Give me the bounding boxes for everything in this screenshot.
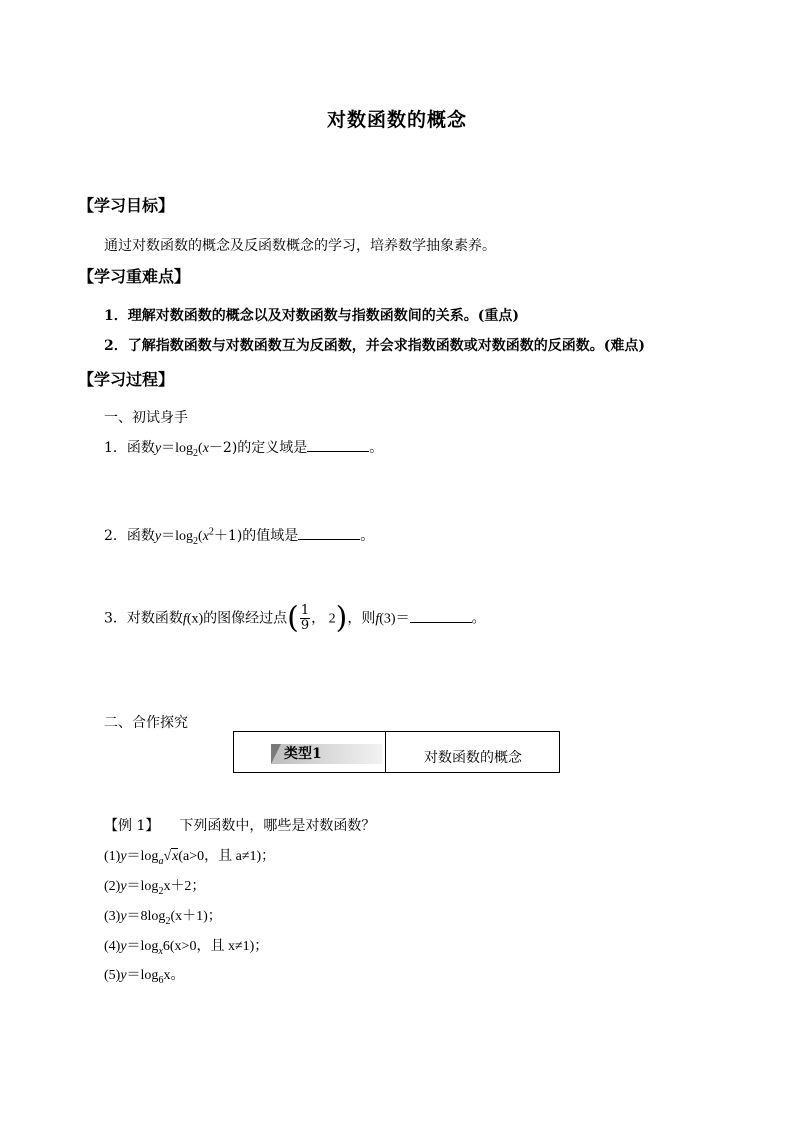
question-3: 3．对数函数f(x)的图像经过点( $\frac{1}{9}$ ， 2)，则f(3)＝ 。 (104, 600, 486, 636)
type-tag: 类型1 (284, 746, 322, 762)
fraction: $\frac{1}{9}$ (300, 603, 310, 633)
question-2: 2．函数$y=\log_2(x^2+1)$的值域是 。 (104, 526, 375, 547)
example-item-5: $(5)y=\log_6x$。 (104, 968, 185, 986)
objectives-heading: 【学习目标】 (78, 196, 175, 215)
page-title: 对数函数的概念 (326, 109, 467, 131)
answer-blank[interactable] (298, 527, 360, 540)
key-point-2: 2．了解指数函数与对数函数互为反函数，并会求指数函数或对数函数的反函数。(难点) (104, 338, 645, 354)
type-title: 对数函数的概念 (424, 750, 522, 766)
question-1: 1．函数$y=\log_2(x-2)$的定义域是 。 (104, 440, 384, 459)
process-heading: 【学习过程】 (78, 370, 175, 389)
example-1-heading (104, 815, 375, 835)
type-box-divider (385, 732, 386, 772)
type-tag-slant (271, 744, 281, 764)
type-box (233, 731, 560, 773)
section-1-heading: 一、初试身手 (104, 410, 188, 426)
section-2-heading: 二、合作探究 (104, 715, 188, 731)
answer-blank[interactable] (307, 439, 369, 452)
example-item-2: $(2)y=\log_2x+2$； (104, 879, 206, 897)
key-points-heading: 【学习重难点】 (78, 267, 191, 286)
example-item-3: $(3)y=8\log_2(x+1)$； (104, 909, 222, 927)
objectives-text: 通过对数函数的概念及反函数概念的学习，培养数学抽象素养。 (104, 238, 496, 254)
key-point-1: 1．理解对数函数的概念以及对数函数与指数函数间的关系。(重点) (104, 308, 519, 324)
example-label: 【例 1】 (104, 818, 160, 834)
answer-blank[interactable] (410, 610, 472, 623)
example-item-4: $(4)y=\log_x6(x>0$，且 x≠1)； (104, 939, 269, 957)
example-question: 下列函数中，哪些是对数函数？ (179, 818, 376, 834)
example-item-1: $(1)y=\log_a√x(a>0$，且 a≠1)； (104, 849, 276, 867)
